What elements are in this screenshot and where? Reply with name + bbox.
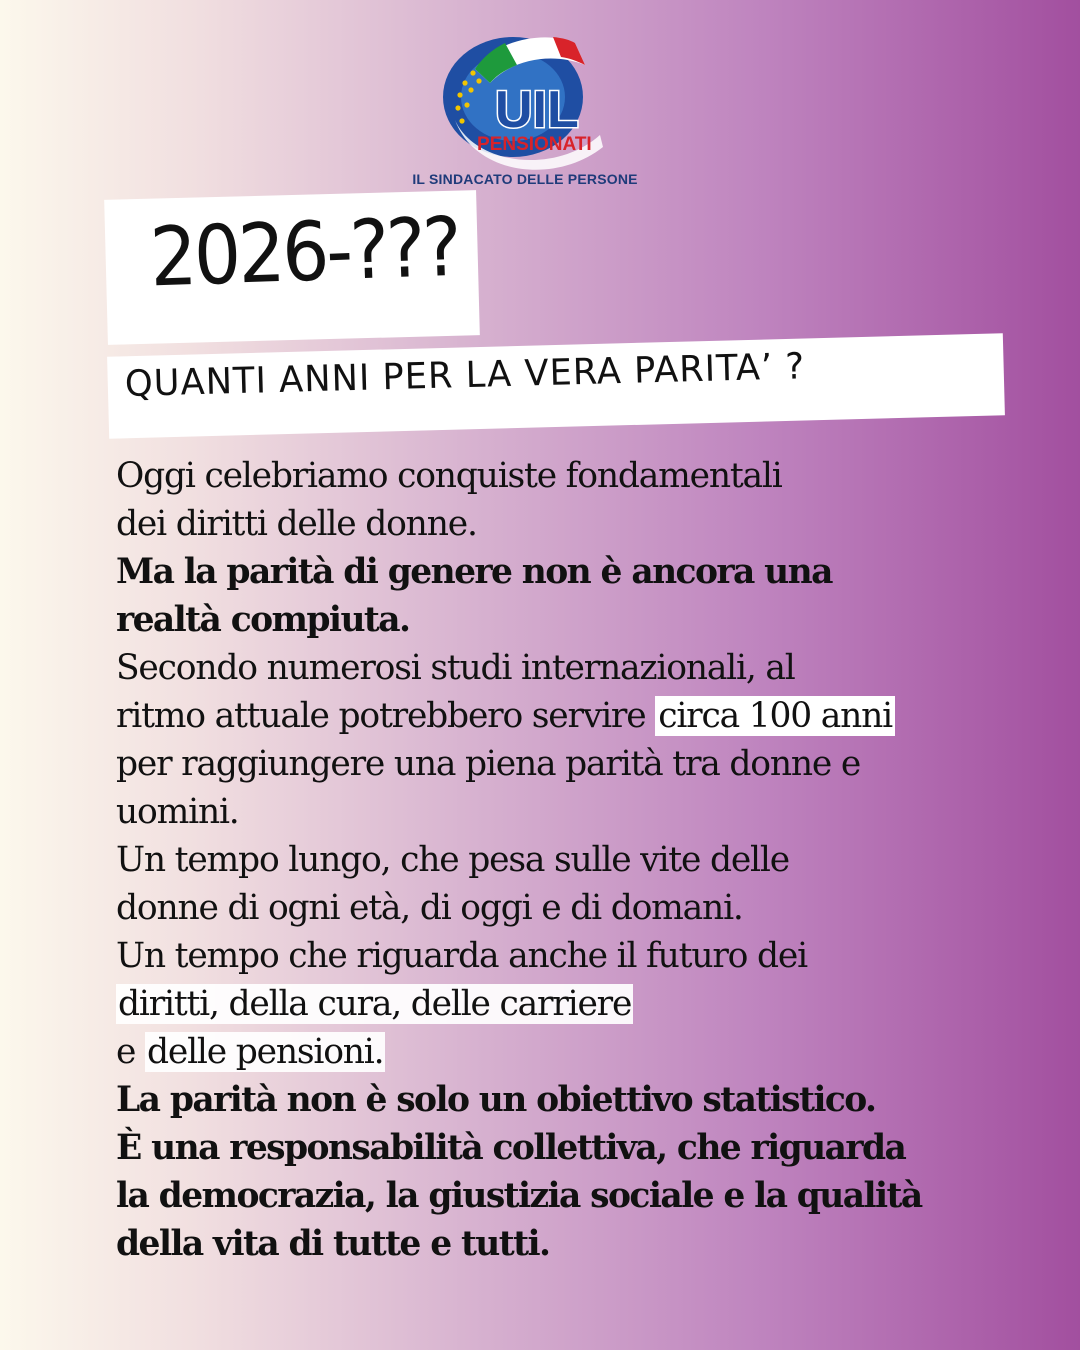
question-title: QUANTI ANNI PER LA VERA PARITA’ ? (124, 346, 806, 405)
svg-text:PENSIONATI: PENSIONATI (477, 134, 592, 155)
body-line (116, 980, 1016, 1028)
logo-tagline: IL SINDACATO DELLE PERSONE (412, 171, 638, 187)
body-line-bold: della vita di tutte e tutti. (116, 1224, 550, 1264)
body-text-segment: ritmo attuale potrebbero servire (116, 696, 656, 736)
body-line (116, 692, 1016, 740)
uil-pensionati-logo (405, 25, 675, 195)
body-line (116, 1028, 1016, 1076)
body-line-bold: È una responsabilità collettiva, che riguarda (116, 1128, 906, 1168)
year-title: 2026-??? (148, 199, 461, 306)
highlight-100-years: circa 100 anni (655, 696, 895, 736)
body-line-bold: Ma la parità di genere non è ancora una (116, 552, 832, 592)
body-line: Oggi celebriamo conquiste fondamentali (116, 456, 782, 496)
main-message (116, 452, 1016, 1268)
highlight-pensions: delle pensioni. (146, 1032, 384, 1072)
highlight-rights: diritti, della cura, delle carriere (118, 984, 632, 1024)
body-line-bold: la democrazia, la giustizia sociale e la qualità (116, 1176, 922, 1216)
body-line: uomini. (116, 792, 239, 832)
body-line: Un tempo che riguarda anche il futuro dei (116, 936, 807, 976)
body-text-segment: e (116, 1032, 145, 1072)
body-line: per raggiungere una piena parità tra donne e (116, 744, 861, 784)
body-line: Secondo numerosi studi internazionali, al (116, 648, 795, 688)
body-line-bold: realtà compiuta. (116, 600, 410, 640)
body-line: dei diritti delle donne. (116, 504, 477, 544)
logo-emblem (435, 25, 615, 170)
body-line: donne di ogni età, di oggi e di domani. (116, 888, 743, 928)
body-line: Un tempo lungo, che pesa sulle vite delle (116, 840, 789, 880)
svg-text:UIL: UIL (495, 81, 579, 139)
body-line-bold: La parità non è solo un obiettivo statistico. (116, 1080, 876, 1120)
